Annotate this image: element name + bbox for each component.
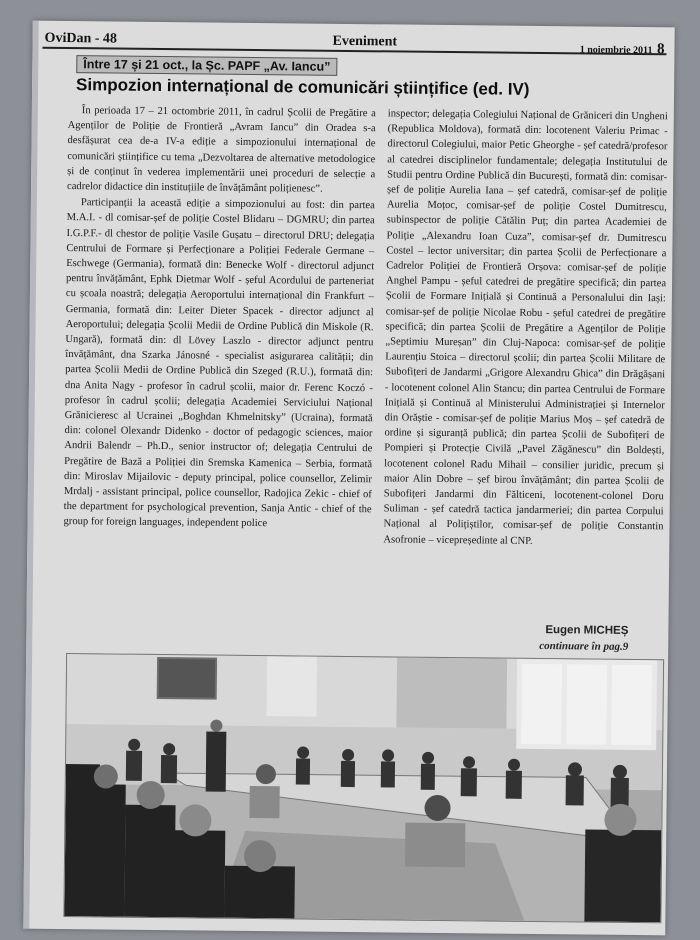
paragraph: În perioada 17 – 21 octombrie 2011, în cadrul Școlii de Pregătire a Agenților de Poliție de Frontieră „Avram Iancu” din Oradea s-a desfășurat cea de-a IV-a ediție a simpozionului internațional de comunicări științifice cu tema „Dezvoltarea de alternative metodologice și de conținut în vederea implementării unei proceduri de selecție a cadrelor didactice din instituțiile de învățământ polițienesc”.: [66, 105, 376, 195]
continued-note: continuare în pag.9: [539, 640, 629, 653]
newspaper-page: [23, 21, 674, 936]
conference-photo-illustration: [64, 654, 663, 922]
article-author: Eugen MICHEȘ: [545, 624, 629, 637]
page-edge: [23, 21, 39, 929]
issue-date: 1 noiembrie 2011: [579, 44, 653, 57]
article-column-left: [63, 103, 375, 534]
page-number: 8: [656, 41, 665, 58]
issue-date-and-page: [580, 40, 665, 58]
article-headline: Simpozion internațional de comunicări științifice (ed. IV): [76, 75, 530, 99]
publication-name: OviDan - 48: [44, 30, 118, 47]
paragraph: Participanții la această ediție a simpozionului au fost: din partea M.A.I. - dl comisar-șef de poliție Costel Blidaru – DGMRU; din partea I.G.P.F.- dl chestor de poliție Vasile Gușatu – directorul DRU; delegația Centrului de Formare și Perfecționare a Poliției Federale Germane – Eschwege (Germania), formată din: Benecke Wolf - directorul adjunct pentru învățământ, Ephk Dietmar Wolf - șeful Acordului de parteneriat cu școala noastră; delegația Aeroportului internațional din Frankfurt – Germania, formată din: Leiter Dieter Spacek - director adjunct al Aeroportului; delegația Școlii Medii de Ordine Publică din Miskole (R. Ungară), formată din: dl Lövey Laszlo - director adjunct pentru învățământ, dna Szarka Jánosné - specialist asigurarea calității; din partea Școlii Medii de Ordine Publică din Szeged (R.U.), formată din: dna Anita Nagy - profesor în cadrul școlii, maior dr. Ferenc Koczó - profesor în cadrul școlii; delegația Academiei Serviciului Național Grănicieresc al Ucrainei „Boghdan Khmelnitsky” (Ucraina), formată din: colonel Olexandr Didenko - doctor of pedagogic sciences, maior Andrii Balendr – Ph.D., senior instructor of; delegația Centrului de Pregătire de Bază a Poliției din Sremska Kamenica – Serbia, formată din: Miroslav Mijailovic - deputy principal, police counsellor, Zelimir Mrdalj - assistant principal, police counsellor, Radojica Zekic - chief of the department for psychological prevention, Sanja Antic - chief of the group for foreign languages, independent police: [63, 197, 375, 530]
article-kicker: Între 17 și 21 oct., la Șc. PAPF „Av. Iancu”: [76, 55, 337, 76]
paragraph: inspector; delegația Colegiului Național de Grăniceri din Ungheni (Republica Moldova), formată din: locotenent Valeriu Primac - directorul Colegiului, maior Petic Gheorghe - șef catedră/profesor al catedrei disciplinelor fundamentale; delegația Institutului de Studii pentru Ordine Publică din București, formată din: comisar-șef de poliție Aurelia Iana – șef catedră, comisar-șef de poliție Aurelia Moțoc, comisar-șef de poliție Costel Dumitrescu, subinspector de poliție Cătălin Puț; din partea Academiei de Poliție „Alexandru Ioan Cuza”, comisar-șef dr. Dumitrescu Costel – lector universitar; din partea Școlii de Perfecționare a Cadrelor Poliției de Frontieră Orșova: comisar-șef de poliție Anghel Pampu - șeful catedrei de pregătire specifică; din partea Școlii de Formare Inițială și Continuă a Personalului din Iași: comisar-șef de poliție Nicolae Robu - șeful catedrei de pregătire specifică; din partea Școlii de Pregătire a Agenților de Poliție „Septimiu Mureșan” din Cluj-Napoca: comisar-șef de poliție Laurențiu Stoica – directorul școlii; din partea Școlii Militare de Subofițeri de Jandarmi „Grigore Alexandru Ghica” din Drăgășani - locotenent colonel Alin Stancu; din partea Centrului de Formare Inițială și Continuă al Ministerului Administrației și Internelor din Orăștie - comisar-șef de poliție Marius Moș – șef catedră de ordine și siguranță publică; din partea Școlii de Subofițeri de Pompieri și Protecție Civilă „Pavel Zăgănescu” din Boldești, locotenent colonel Radu Mihail – consilier juridic, precum și maior Alin Dobre – șef birou învățământ; din partea Școlii de Subofițeri Jandarmi din Fălticeni, locotenent-colonel Doru Suliman - șef catedră tactica jandarmeriei; din partea Corpului Național al Polițiștilor, comisar-șef de poliție Constantin Asofronie – vicepreședinte al CNP.: [383, 108, 668, 547]
conference-photo: [63, 653, 664, 923]
section-title: Eveniment: [332, 33, 398, 50]
article-column-right: [383, 106, 668, 551]
